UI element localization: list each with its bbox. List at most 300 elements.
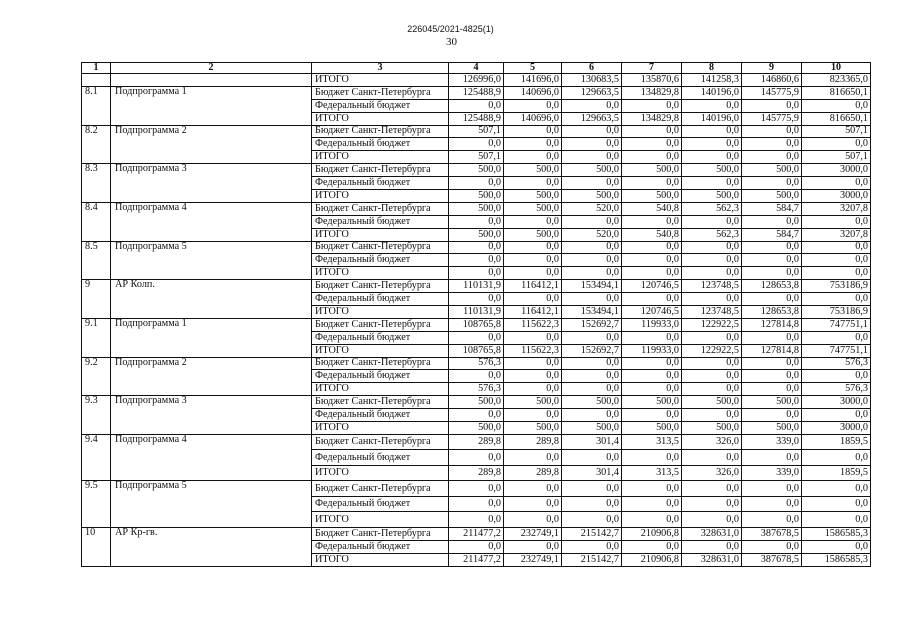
value-cell: 0,0 <box>562 357 622 370</box>
value-cell: 500,0 <box>742 396 802 409</box>
value-cell: 1859,5 <box>802 465 871 481</box>
value-cell: 145775,9 <box>742 86 802 99</box>
value-cell: 0,0 <box>742 370 802 383</box>
value-cell: 301,4 <box>562 434 622 450</box>
value-cell: 0,0 <box>504 409 562 422</box>
row-number-cell: 9.3 <box>82 396 111 435</box>
value-cell: 0,0 <box>802 177 871 190</box>
value-cell: 0,0 <box>504 331 562 344</box>
value-cell: 120746,5 <box>622 306 682 319</box>
value-cell: 0,0 <box>562 99 622 112</box>
funding-type-cell: ИТОГО <box>312 465 449 481</box>
value-cell: 0,0 <box>562 267 622 280</box>
value-cell: 520,0 <box>562 228 622 241</box>
budget-table <box>81 62 871 567</box>
value-cell: 0,0 <box>449 331 504 344</box>
table-row <box>82 396 871 409</box>
funding-type-cell: Бюджет Санкт-Петербурга <box>312 481 449 497</box>
value-cell: 0,0 <box>802 496 871 512</box>
value-cell: 500,0 <box>562 164 622 177</box>
value-cell: 0,0 <box>802 481 871 497</box>
value-cell: 130683,5 <box>562 74 622 87</box>
value-cell: 0,0 <box>622 540 682 553</box>
value-cell: 125488,9 <box>449 86 504 99</box>
value-cell: 0,0 <box>622 370 682 383</box>
value-cell: 0,0 <box>742 496 802 512</box>
value-cell: 0,0 <box>504 138 562 151</box>
funding-type-cell: ИТОГО <box>312 553 449 566</box>
funding-type-cell: ИТОГО <box>312 267 449 280</box>
table-row <box>82 241 871 254</box>
row-number-cell: 8.1 <box>82 86 111 125</box>
value-cell: 0,0 <box>562 177 622 190</box>
value-cell: 0,0 <box>742 512 802 528</box>
value-cell: 0,0 <box>682 409 742 422</box>
value-cell: 0,0 <box>802 512 871 528</box>
table-row <box>82 164 871 177</box>
value-cell: 141696,0 <box>504 74 562 87</box>
value-cell: 0,0 <box>742 540 802 553</box>
value-cell: 0,0 <box>504 370 562 383</box>
value-cell: 0,0 <box>622 138 682 151</box>
column-header-2: 2 <box>111 63 312 74</box>
value-cell: 328631,0 <box>682 527 742 540</box>
value-cell: 0,0 <box>562 450 622 466</box>
value-cell: 0,0 <box>622 267 682 280</box>
value-cell: 540,8 <box>622 202 682 215</box>
value-cell: 0,0 <box>449 267 504 280</box>
value-cell: 0,0 <box>449 540 504 553</box>
value-cell: 0,0 <box>562 293 622 306</box>
value-cell: 232749,1 <box>504 553 562 566</box>
row-number-cell <box>82 74 111 87</box>
value-cell: 326,0 <box>682 434 742 450</box>
value-cell: 0,0 <box>562 481 622 497</box>
value-cell: 0,0 <box>504 383 562 396</box>
value-cell: 500,0 <box>449 396 504 409</box>
funding-type-cell: Федеральный бюджет <box>312 540 449 553</box>
value-cell: 145775,9 <box>742 112 802 125</box>
value-cell: 0,0 <box>802 450 871 466</box>
value-cell: 0,0 <box>449 99 504 112</box>
value-cell: 152692,7 <box>562 318 622 331</box>
funding-type-cell: Федеральный бюджет <box>312 293 449 306</box>
row-name-cell: Подпрограмма 5 <box>111 241 312 280</box>
value-cell: 153494,1 <box>562 280 622 293</box>
column-header-3: 3 <box>312 63 449 74</box>
value-cell: 126996,0 <box>449 74 504 87</box>
column-header-6: 6 <box>562 63 622 74</box>
value-cell: 0,0 <box>742 125 802 138</box>
value-cell: 125488,9 <box>449 112 504 125</box>
value-cell: 0,0 <box>682 540 742 553</box>
value-cell: 500,0 <box>504 396 562 409</box>
value-cell: 500,0 <box>742 422 802 435</box>
column-header-9: 9 <box>742 63 802 74</box>
value-cell: 0,0 <box>622 241 682 254</box>
value-cell: 289,8 <box>504 434 562 450</box>
value-cell: 0,0 <box>622 99 682 112</box>
funding-type-cell: Бюджет Санкт-Петербурга <box>312 527 449 540</box>
value-cell: 0,0 <box>504 177 562 190</box>
value-cell: 1586585,3 <box>802 553 871 566</box>
value-cell: 129663,5 <box>562 112 622 125</box>
value-cell: 0,0 <box>802 241 871 254</box>
table-header <box>82 63 871 74</box>
value-cell: 3207,8 <box>802 202 871 215</box>
value-cell: 0,0 <box>449 481 504 497</box>
funding-type-cell: Федеральный бюджет <box>312 215 449 228</box>
value-cell: 0,0 <box>449 177 504 190</box>
value-cell: 507,1 <box>802 125 871 138</box>
value-cell: 3000,0 <box>802 422 871 435</box>
value-cell: 140196,0 <box>682 112 742 125</box>
value-cell: 0,0 <box>562 512 622 528</box>
funding-type-cell: ИТОГО <box>312 422 449 435</box>
table-row <box>82 434 871 450</box>
value-cell: 500,0 <box>682 164 742 177</box>
row-number-cell: 8.5 <box>82 241 111 280</box>
value-cell: 0,0 <box>742 357 802 370</box>
value-cell: 127814,8 <box>742 318 802 331</box>
value-cell: 0,0 <box>682 496 742 512</box>
row-name-cell: Подпрограмма 4 <box>111 434 312 481</box>
value-cell: 0,0 <box>622 125 682 138</box>
row-name-cell: Подпрограмма 3 <box>111 396 312 435</box>
value-cell: 116412,1 <box>504 280 562 293</box>
value-cell: 0,0 <box>682 450 742 466</box>
value-cell: 0,0 <box>802 254 871 267</box>
value-cell: 0,0 <box>682 481 742 497</box>
value-cell: 500,0 <box>449 164 504 177</box>
value-cell: 122922,5 <box>682 318 742 331</box>
value-cell: 232749,1 <box>504 527 562 540</box>
value-cell: 0,0 <box>562 496 622 512</box>
value-cell: 1859,5 <box>802 434 871 450</box>
value-cell: 0,0 <box>562 383 622 396</box>
row-name-cell: АР Кр-гв. <box>111 527 312 566</box>
value-cell: 500,0 <box>562 190 622 203</box>
value-cell: 0,0 <box>682 512 742 528</box>
value-cell: 500,0 <box>622 422 682 435</box>
value-cell: 753186,9 <box>802 306 871 319</box>
value-cell: 3000,0 <box>802 190 871 203</box>
funding-type-cell: Бюджет Санкт-Петербурга <box>312 86 449 99</box>
value-cell: 500,0 <box>742 164 802 177</box>
row-number-cell: 8.2 <box>82 125 111 164</box>
value-cell: 0,0 <box>622 254 682 267</box>
funding-type-cell: Федеральный бюджет <box>312 331 449 344</box>
value-cell: 500,0 <box>682 190 742 203</box>
table-row <box>82 202 871 215</box>
value-cell: 576,3 <box>802 383 871 396</box>
value-cell: 500,0 <box>449 202 504 215</box>
value-cell: 387678,5 <box>742 553 802 566</box>
row-name-cell: Подпрограмма 4 <box>111 202 312 241</box>
table-body <box>82 74 871 567</box>
column-header-4: 4 <box>449 63 504 74</box>
value-cell: 0,0 <box>562 370 622 383</box>
value-cell: 0,0 <box>622 481 682 497</box>
value-cell: 0,0 <box>449 496 504 512</box>
value-cell: 0,0 <box>504 241 562 254</box>
funding-type-cell: Бюджет Санкт-Петербурга <box>312 357 449 370</box>
value-cell: 0,0 <box>562 215 622 228</box>
value-cell: 0,0 <box>449 215 504 228</box>
value-cell: 0,0 <box>504 357 562 370</box>
value-cell: 0,0 <box>682 151 742 164</box>
value-cell: 500,0 <box>622 396 682 409</box>
value-cell: 0,0 <box>622 450 682 466</box>
value-cell: 500,0 <box>504 202 562 215</box>
value-cell: 0,0 <box>682 254 742 267</box>
value-cell: 500,0 <box>562 396 622 409</box>
value-cell: 0,0 <box>682 177 742 190</box>
value-cell: 0,0 <box>504 254 562 267</box>
funding-type-cell: ИТОГО <box>312 306 449 319</box>
value-cell: 0,0 <box>742 215 802 228</box>
value-cell: 0,0 <box>682 293 742 306</box>
value-cell: 110131,9 <box>449 306 504 319</box>
funding-type-cell: Бюджет Санкт-Петербурга <box>312 164 449 177</box>
value-cell: 0,0 <box>449 450 504 466</box>
value-cell: 562,3 <box>682 202 742 215</box>
value-cell: 0,0 <box>622 409 682 422</box>
row-name-cell: Подпрограмма 5 <box>111 481 312 528</box>
funding-type-cell: Бюджет Санкт-Петербурга <box>312 396 449 409</box>
funding-type-cell: ИТОГО <box>312 112 449 125</box>
value-cell: 500,0 <box>504 422 562 435</box>
value-cell: 500,0 <box>449 190 504 203</box>
value-cell: 0,0 <box>742 383 802 396</box>
value-cell: 0,0 <box>742 254 802 267</box>
value-cell: 0,0 <box>622 177 682 190</box>
row-number-cell: 9.2 <box>82 357 111 396</box>
value-cell: 108765,8 <box>449 344 504 357</box>
page-number: 30 <box>446 36 457 48</box>
value-cell: 328631,0 <box>682 553 742 566</box>
value-cell: 0,0 <box>562 125 622 138</box>
value-cell: 135870,6 <box>622 74 682 87</box>
value-cell: 576,3 <box>449 357 504 370</box>
value-cell: 500,0 <box>449 422 504 435</box>
row-name-cell: АР Колп. <box>111 280 312 319</box>
funding-type-cell: Бюджет Санкт-Петербурга <box>312 202 449 215</box>
value-cell: 500,0 <box>622 164 682 177</box>
header-row <box>82 63 871 74</box>
row-name-cell: Подпрограмма 3 <box>111 164 312 203</box>
value-cell: 116412,1 <box>504 306 562 319</box>
funding-type-cell: ИТОГО <box>312 190 449 203</box>
value-cell: 0,0 <box>562 254 622 267</box>
value-cell: 127814,8 <box>742 344 802 357</box>
column-header-8: 8 <box>682 63 742 74</box>
funding-type-cell: Федеральный бюджет <box>312 99 449 112</box>
value-cell: 0,0 <box>622 151 682 164</box>
value-cell: 123748,5 <box>682 280 742 293</box>
value-cell: 747751,1 <box>802 344 871 357</box>
value-cell: 0,0 <box>562 409 622 422</box>
value-cell: 153494,1 <box>562 306 622 319</box>
value-cell: 115622,3 <box>504 318 562 331</box>
column-header-5: 5 <box>504 63 562 74</box>
value-cell: 0,0 <box>802 267 871 280</box>
table-row <box>82 527 871 540</box>
value-cell: 215142,7 <box>562 527 622 540</box>
value-cell: 134829,8 <box>622 86 682 99</box>
value-cell: 500,0 <box>504 164 562 177</box>
value-cell: 0,0 <box>742 409 802 422</box>
value-cell: 129663,5 <box>562 86 622 99</box>
value-cell: 0,0 <box>504 450 562 466</box>
value-cell: 387678,5 <box>742 527 802 540</box>
table-row <box>82 357 871 370</box>
value-cell: 0,0 <box>802 215 871 228</box>
value-cell: 0,0 <box>504 496 562 512</box>
value-cell: 210906,8 <box>622 527 682 540</box>
value-cell: 140696,0 <box>504 86 562 99</box>
value-cell: 0,0 <box>504 99 562 112</box>
value-cell: 301,4 <box>562 465 622 481</box>
funding-type-cell: Федеральный бюджет <box>312 138 449 151</box>
row-number-cell: 10 <box>82 527 111 566</box>
value-cell: 0,0 <box>504 215 562 228</box>
value-cell: 0,0 <box>449 293 504 306</box>
funding-type-cell: ИТОГО <box>312 512 449 528</box>
row-number-cell: 8.4 <box>82 202 111 241</box>
table-row <box>82 280 871 293</box>
value-cell: 140196,0 <box>682 86 742 99</box>
value-cell: 0,0 <box>682 357 742 370</box>
value-cell: 0,0 <box>504 151 562 164</box>
value-cell: 0,0 <box>682 241 742 254</box>
value-cell: 3000,0 <box>802 164 871 177</box>
value-cell: 500,0 <box>622 190 682 203</box>
value-cell: 141258,3 <box>682 74 742 87</box>
row-number-cell: 8.3 <box>82 164 111 203</box>
value-cell: 0,0 <box>449 370 504 383</box>
funding-type-cell: ИТОГО <box>312 74 449 87</box>
funding-type-cell: Бюджет Санкт-Петербурга <box>312 125 449 138</box>
value-cell: 0,0 <box>449 241 504 254</box>
value-cell: 0,0 <box>682 125 742 138</box>
value-cell: 0,0 <box>622 357 682 370</box>
value-cell: 339,0 <box>742 434 802 450</box>
value-cell: 339,0 <box>742 465 802 481</box>
value-cell: 0,0 <box>802 331 871 344</box>
value-cell: 0,0 <box>742 138 802 151</box>
value-cell: 816650,1 <box>802 86 871 99</box>
value-cell: 0,0 <box>742 481 802 497</box>
row-name-cell: Подпрограмма 1 <box>111 318 312 357</box>
value-cell: 500,0 <box>504 228 562 241</box>
value-cell: 0,0 <box>742 151 802 164</box>
value-cell: 210906,8 <box>622 553 682 566</box>
value-cell: 289,8 <box>449 434 504 450</box>
value-cell: 3000,0 <box>802 396 871 409</box>
value-cell: 507,1 <box>449 125 504 138</box>
value-cell: 753186,9 <box>802 280 871 293</box>
value-cell: 500,0 <box>742 190 802 203</box>
value-cell: 0,0 <box>562 331 622 344</box>
column-header-1: 1 <box>82 63 111 74</box>
value-cell: 119933,0 <box>622 318 682 331</box>
value-cell: 128653,8 <box>742 280 802 293</box>
value-cell: 0,0 <box>449 409 504 422</box>
value-cell: 0,0 <box>682 215 742 228</box>
funding-type-cell: ИТОГО <box>312 383 449 396</box>
value-cell: 123748,5 <box>682 306 742 319</box>
row-number-cell: 9.1 <box>82 318 111 357</box>
value-cell: 115622,3 <box>504 344 562 357</box>
value-cell: 0,0 <box>504 512 562 528</box>
table-row <box>82 318 871 331</box>
funding-type-cell: Бюджет Санкт-Петербурга <box>312 318 449 331</box>
value-cell: 584,7 <box>742 202 802 215</box>
value-cell: 0,0 <box>504 293 562 306</box>
value-cell: 0,0 <box>802 99 871 112</box>
row-name-cell: Подпрограмма 1 <box>111 86 312 125</box>
row-name-cell <box>111 74 312 87</box>
value-cell: 500,0 <box>449 228 504 241</box>
value-cell: 110131,9 <box>449 280 504 293</box>
value-cell: 3207,8 <box>802 228 871 241</box>
value-cell: 0,0 <box>622 215 682 228</box>
value-cell: 0,0 <box>742 99 802 112</box>
value-cell: 0,0 <box>802 540 871 553</box>
value-cell: 146860,6 <box>742 74 802 87</box>
value-cell: 0,0 <box>622 512 682 528</box>
value-cell: 140696,0 <box>504 112 562 125</box>
value-cell: 134829,8 <box>622 112 682 125</box>
value-cell: 1586585,3 <box>802 527 871 540</box>
value-cell: 211477,2 <box>449 527 504 540</box>
column-header-10: 10 <box>802 63 871 74</box>
value-cell: 215142,7 <box>562 553 622 566</box>
value-cell: 289,8 <box>504 465 562 481</box>
value-cell: 313,5 <box>622 434 682 450</box>
value-cell: 119933,0 <box>622 344 682 357</box>
funding-type-cell: Федеральный бюджет <box>312 409 449 422</box>
value-cell: 0,0 <box>562 151 622 164</box>
value-cell: 0,0 <box>562 138 622 151</box>
value-cell: 0,0 <box>622 496 682 512</box>
value-cell: 0,0 <box>449 138 504 151</box>
value-cell: 0,0 <box>802 409 871 422</box>
value-cell: 313,5 <box>622 465 682 481</box>
value-cell: 128653,8 <box>742 306 802 319</box>
value-cell: 540,8 <box>622 228 682 241</box>
value-cell: 0,0 <box>504 267 562 280</box>
funding-type-cell: ИТОГО <box>312 344 449 357</box>
table-row <box>82 74 871 87</box>
table-row <box>82 86 871 99</box>
value-cell: 0,0 <box>682 370 742 383</box>
value-cell: 0,0 <box>682 138 742 151</box>
funding-type-cell: Федеральный бюджет <box>312 177 449 190</box>
value-cell: 562,3 <box>682 228 742 241</box>
value-cell: 576,3 <box>802 357 871 370</box>
funding-type-cell: Федеральный бюджет <box>312 254 449 267</box>
funding-type-cell: Федеральный бюджет <box>312 496 449 512</box>
value-cell: 0,0 <box>742 293 802 306</box>
value-cell: 120746,5 <box>622 280 682 293</box>
funding-type-cell: Бюджет Санкт-Петербурга <box>312 280 449 293</box>
value-cell: 0,0 <box>742 450 802 466</box>
value-cell: 0,0 <box>802 293 871 306</box>
value-cell: 576,3 <box>449 383 504 396</box>
row-number-cell: 9.4 <box>82 434 111 481</box>
